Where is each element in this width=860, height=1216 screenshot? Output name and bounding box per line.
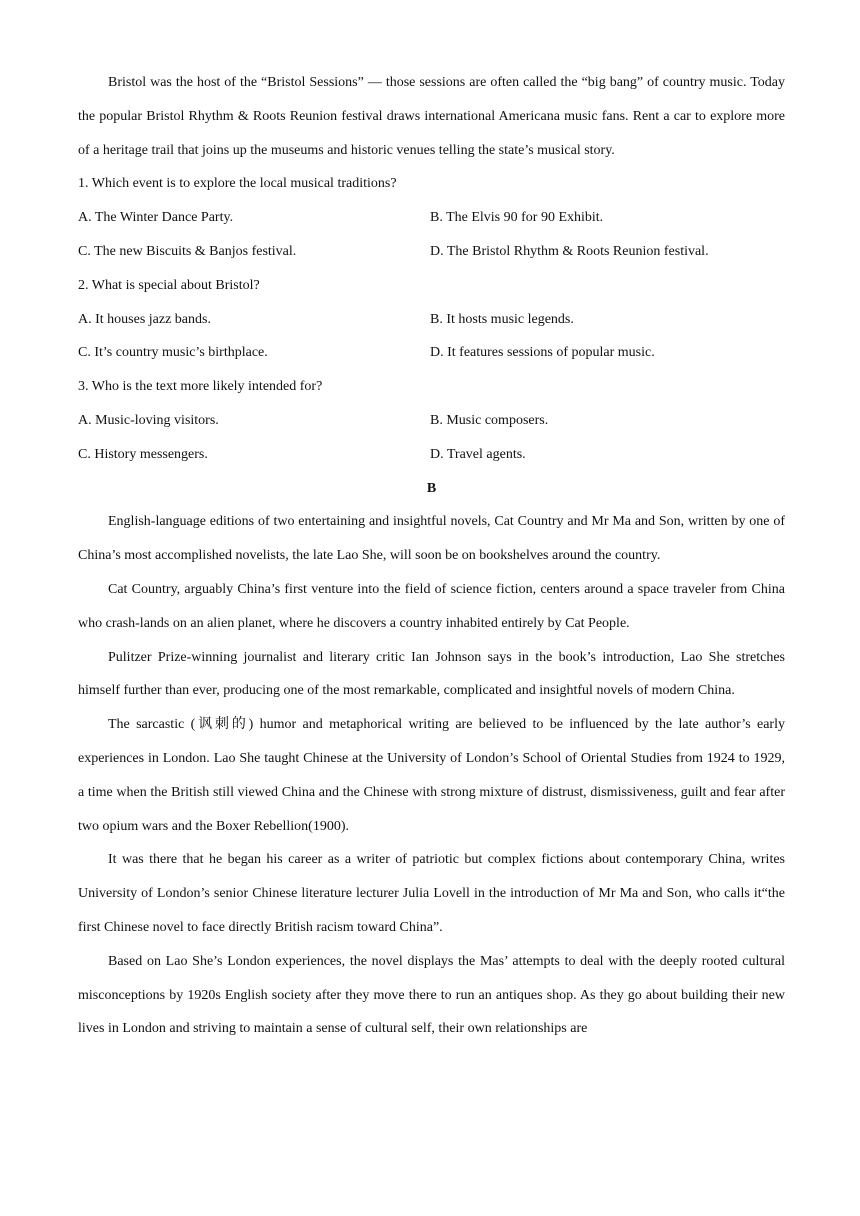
question-3-option-a: A. Music-loving visitors.	[78, 412, 219, 428]
question-1-option-d: D. The Bristol Rhythm & Roots Reunion festival.	[430, 243, 709, 259]
section-b-paragraph-3: Pulitzer Prize-winning journalist and literary critic Ian Johnson says in the book’s introduction, Lao She stretches himself further than ever, producing one of the most remarkable, complicated and insightful novels of modern China.	[78, 649, 785, 699]
question-1-option-c: C. The new Biscuits & Banjos festival.	[78, 243, 297, 259]
section-b-paragraph-6: Based on Lao She’s London experiences, the novel displays the Mas’ attempts to deal with the deeply rooted cultural misconceptions by 1920s English society after they move there to run an antiques shop. As they go about building their new lives in London and striving to maintain a sense of cultural self, their own relationships are	[78, 953, 785, 1037]
intro-paragraph: Bristol was the host of the “Bristol Sessions” — those sessions are often called the “big bang” of country music. Today the popular Bristol Rhythm & Roots Reunion festival draws international Americana music fans. Rent a car to explore more of a heritage trail that joins up the museums and historic venues telling the state’s musical story.	[78, 75, 785, 158]
question-2-option-a: A. It houses jazz bands.	[78, 311, 211, 327]
question-2-option-d: D. It features sessions of popular music.	[430, 345, 655, 361]
question-2-stem: 2. What is special about Bristol?	[78, 277, 260, 293]
question-3-stem: 3. Who is the text more likely intended for?	[78, 379, 323, 395]
question-2-options-row-1	[78, 303, 785, 337]
section-b-heading: B	[426, 480, 437, 496]
question-1-option-a: A. The Winter Dance Party.	[78, 210, 234, 226]
question-2-option-c: C. It’s country music’s birthplace.	[78, 345, 268, 361]
question-3-option-d: D. Travel agents.	[430, 446, 526, 462]
question-2-options-row-2	[78, 336, 785, 370]
question-1-stem: 1. Which event is to explore the local musical traditions?	[78, 176, 397, 192]
section-b-paragraph-4: The sarcastic (讽刺的) humor and metaphorical writing are believed to be influenced by the late author’s early experiences in London. Lao She taught Chinese at the University of London’s School of Oriental Studies from 1924 to 1929, a time when the British still viewed China and the Chinese with strong mixture of distrust, dismissiveness, guilt and fear after two opium wars and the Boxer Rebellion(1900).	[78, 717, 785, 834]
question-3-options-row-1	[78, 404, 785, 438]
question-1-options-row-1	[78, 201, 785, 235]
question-3-options-row-2	[78, 438, 785, 472]
document-page	[78, 66, 785, 1046]
section-b-paragraph-2: Cat Country, arguably China’s first venture into the field of science fiction, centers around a space traveler from China who crash-lands on an alien planet, where he discovers a country inhabited entirely by Cat People.	[78, 581, 785, 631]
section-b-paragraph-1: English-language editions of two entertaining and insightful novels, Cat Country and Mr Ma and Son, written by one of China’s most accomplished novelists, the late Lao She, will soon be on bookshelves around the country.	[78, 514, 785, 564]
question-3-option-c: C. History messengers.	[78, 446, 208, 462]
question-1-option-b: B. The Elvis 90 for 90 Exhibit.	[430, 210, 604, 226]
question-2-option-b: B. It hosts music legends.	[430, 311, 574, 327]
section-b-paragraph-5: It was there that he began his career as a writer of patriotic but complex fictions about contemporary China, writes University of London’s senior Chinese literature lecturer Julia Lovell in the introduction of Mr Ma and Son, who calls it“the first Chinese novel to face directly British racism toward China”.	[78, 852, 785, 935]
question-3-option-b: B. Music composers.	[430, 412, 549, 428]
question-1-options-row-2	[78, 235, 785, 269]
